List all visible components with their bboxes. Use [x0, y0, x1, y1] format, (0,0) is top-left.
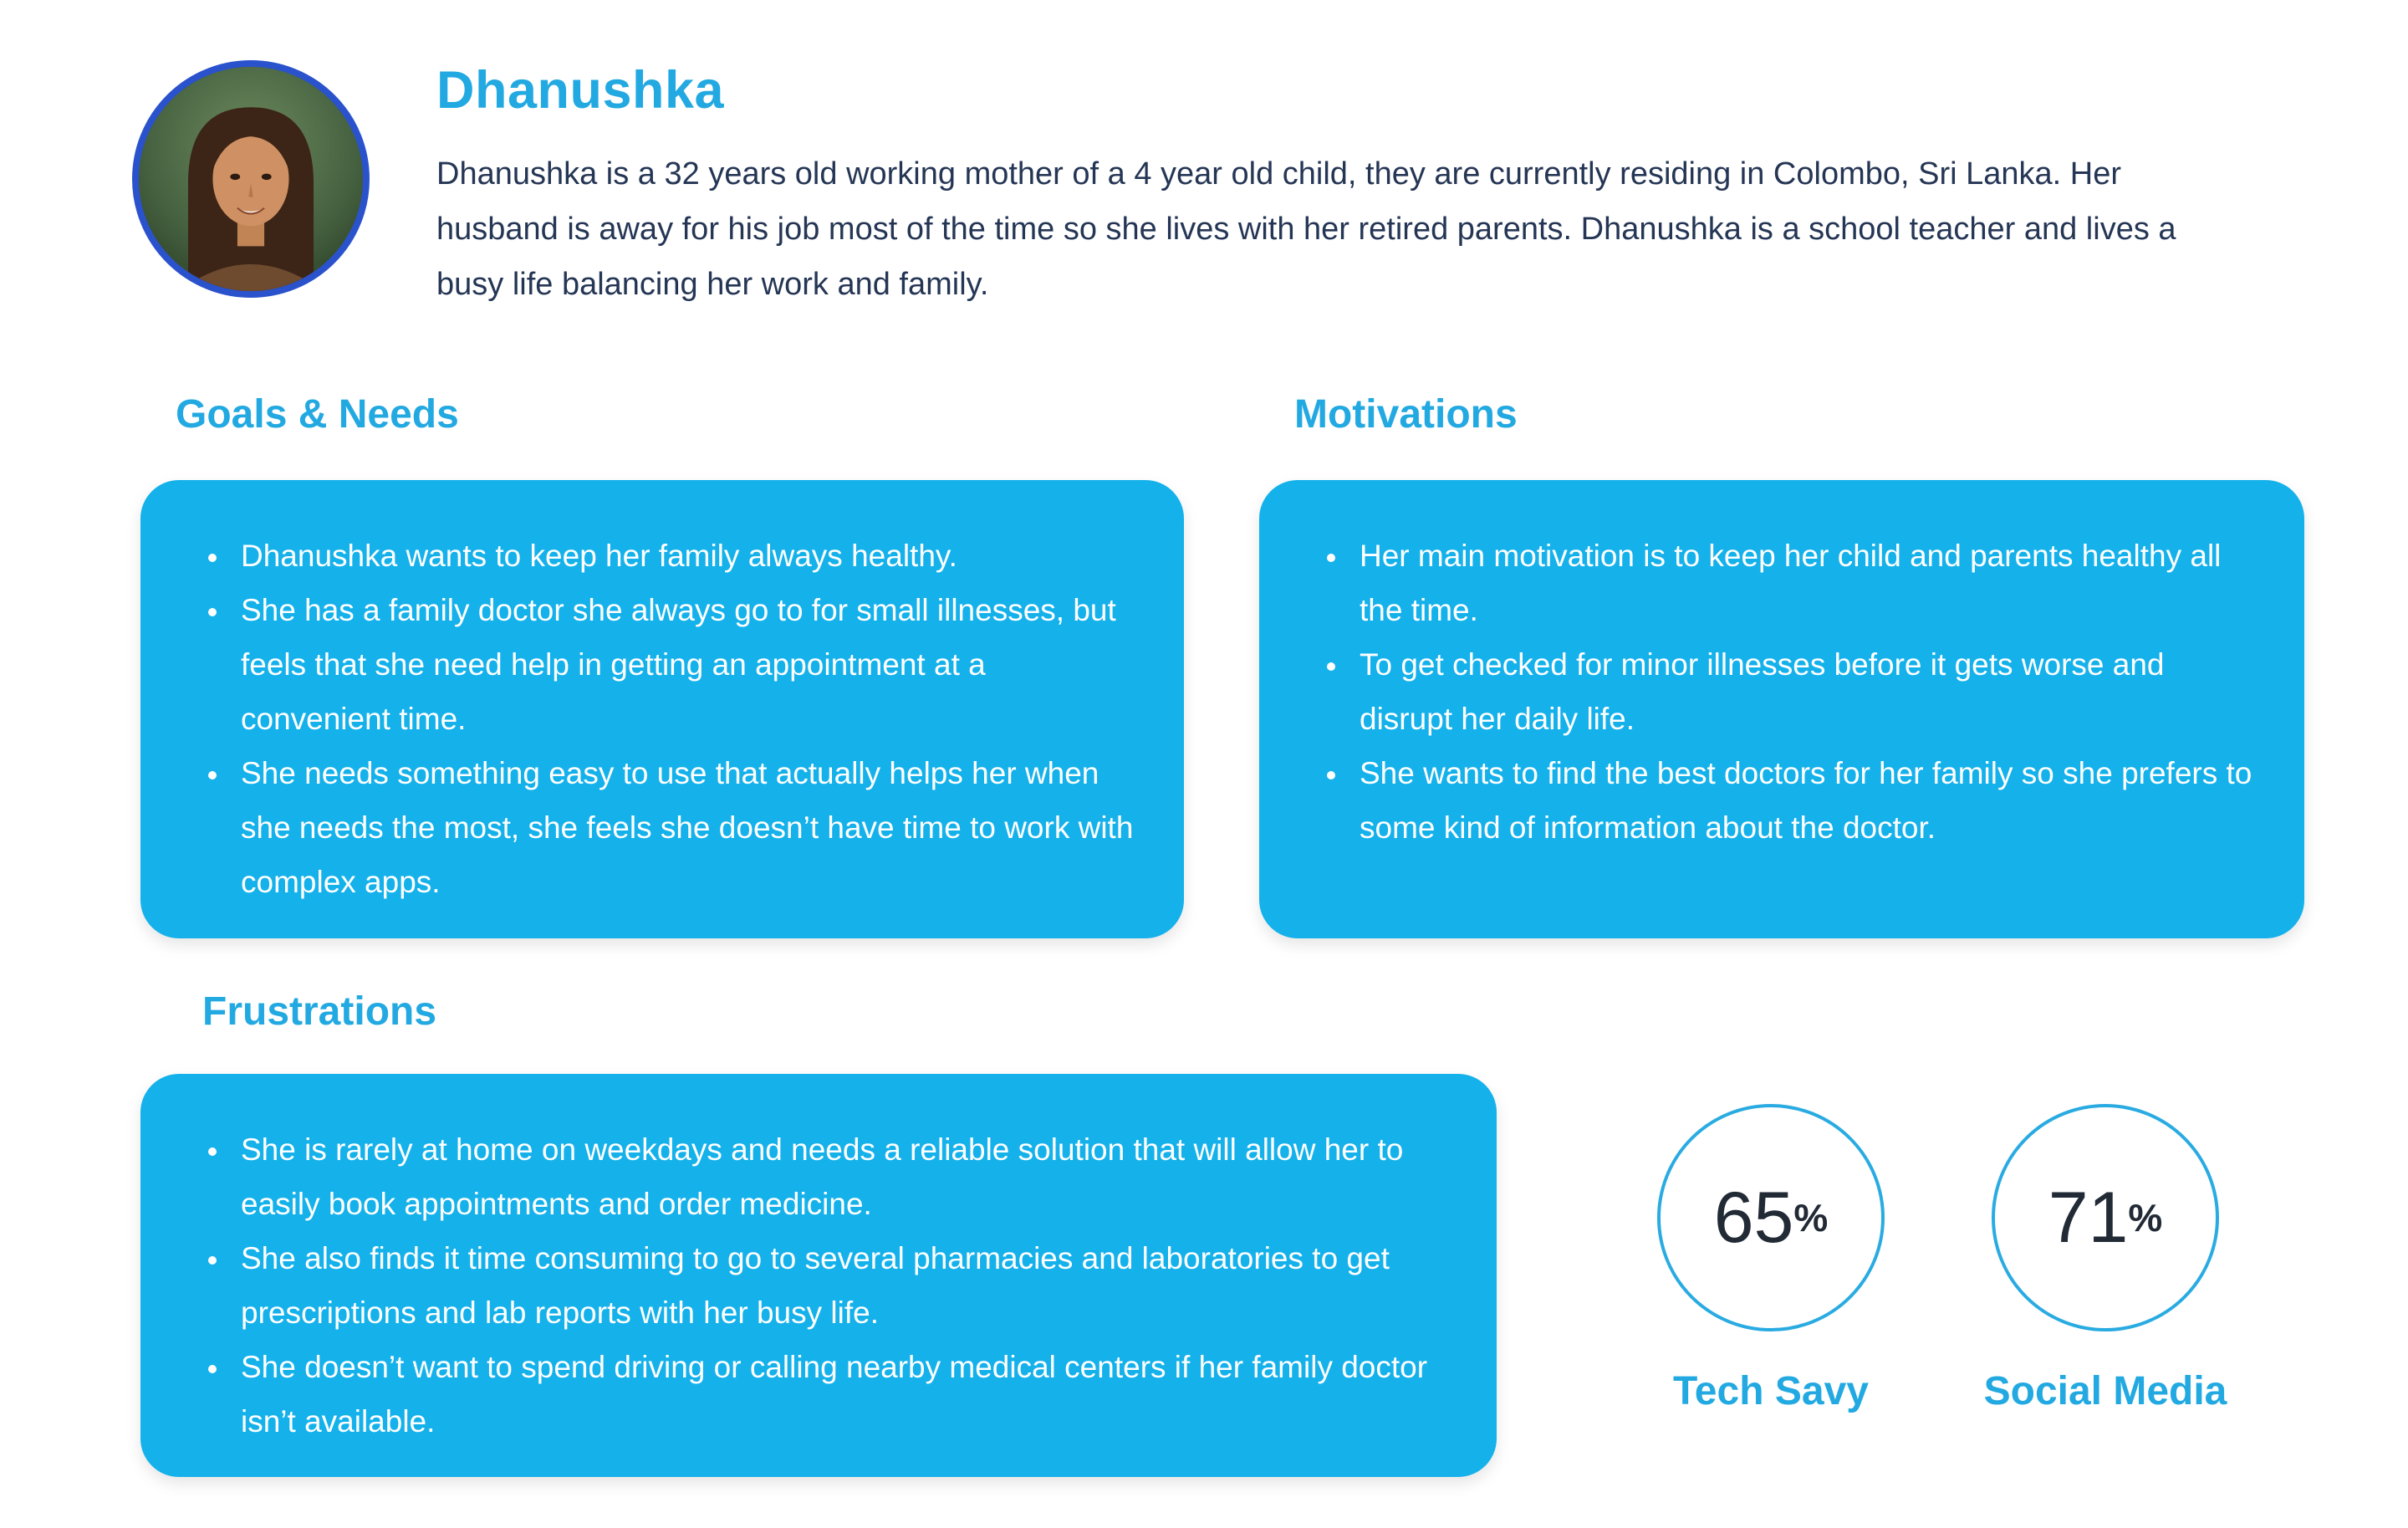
frustrations-item: • She also finds it time consuming to go to several pharmacies and laboratories to get prescriptions and lab reports with her busy life.	[231, 1231, 1451, 1340]
stat-tech-savy	[1645, 1104, 1896, 1414]
tech-savy-unit: %	[1793, 1196, 1829, 1239]
motivations-section-title: Motivations	[1294, 392, 1518, 437]
goals-item: • Dhanushka wants to keep her family always healthy.	[231, 529, 1138, 583]
motivations-item: • She wants to find the best doctors for her family so she prefers to some kind of information about the doctor.	[1349, 746, 2258, 855]
goals-item: • She needs something easy to use that actually helps her when she needs the most, she feels she doesn’t have time to work with complex apps.	[231, 746, 1138, 909]
frustrations-card	[140, 1074, 1497, 1477]
frustrations-section-title: Frustrations	[202, 989, 437, 1034]
tech-savy-label: Tech Savy	[1673, 1369, 1869, 1413]
persona-name: Dhanushka	[436, 61, 725, 120]
goals-list	[231, 529, 1138, 909]
social-media-unit: %	[2128, 1196, 2163, 1239]
social-media-label: Social Media	[1983, 1369, 2227, 1413]
social-media-value: 71	[2048, 1177, 2129, 1258]
stat-social-media	[1980, 1104, 2231, 1414]
persona-description: Dhanushka is a 32 years old working mother of a 4 year old child, they are currently residing in Colombo, Sri Lanka. Her husband is away for his job most of the time so she lives with her retired parents. Dhanushka is a school teacher and lives a busy life balancing her work and family.	[436, 156, 2176, 302]
frustrations-item: • She is rarely at home on weekdays and needs a reliable solution that will allow her to easily book appointments and order medicine.	[231, 1122, 1451, 1231]
frustrations-item: • She doesn’t want to spend driving or calling nearby medical centers if her family doctor isn’t available.	[231, 1340, 1451, 1449]
motivations-list	[1349, 529, 2258, 855]
avatar-illustration	[139, 67, 363, 291]
goals-section-title: Goals & Needs	[176, 392, 459, 437]
social-media-gauge	[1992, 1104, 2219, 1331]
avatar	[132, 60, 370, 298]
goals-card	[140, 480, 1184, 938]
motivations-card	[1259, 480, 2304, 938]
tech-savy-gauge	[1657, 1104, 1885, 1331]
tech-savy-value: 65	[1713, 1177, 1794, 1258]
goals-item: • She has a family doctor she always go to for small illnesses, but feels that she need help in getting an appointment at a convenient time.	[231, 583, 1138, 746]
motivations-item: • To get checked for minor illnesses before it gets worse and disrupt her daily life.	[1349, 637, 2258, 746]
motivations-item: • Her main motivation is to keep her child and parents healthy all the time.	[1349, 529, 2258, 637]
frustrations-list	[231, 1122, 1451, 1449]
